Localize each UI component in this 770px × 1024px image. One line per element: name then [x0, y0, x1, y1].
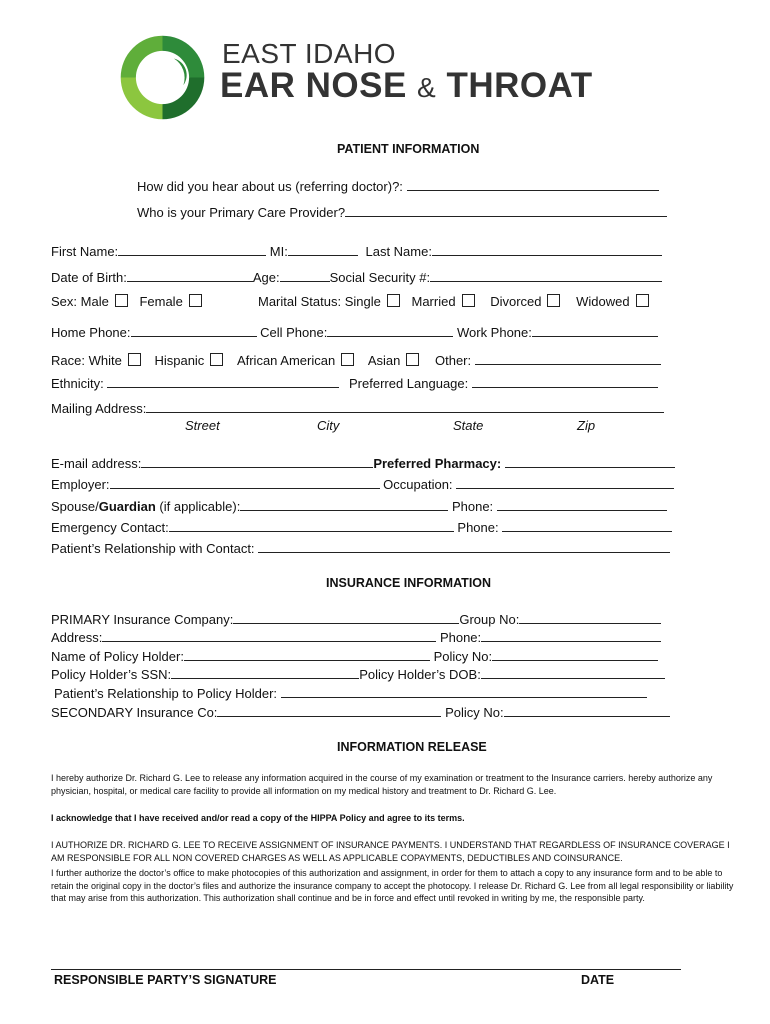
ethnicity-label: Ethnicity:: [51, 376, 104, 391]
dob-field[interactable]: [127, 268, 253, 282]
secondary-label: SECONDARY Insurance Co:: [51, 705, 218, 720]
home-phone-field[interactable]: [131, 323, 257, 337]
home-phone-label: Home Phone:: [51, 325, 131, 340]
holder-ssn-row: [51, 665, 665, 683]
male-checkbox[interactable]: [115, 294, 128, 307]
signature-label: RESPONSIBLE PARTY’S SIGNATURE: [54, 973, 277, 987]
employer-row: [51, 475, 674, 493]
mailing-zip-caption: Zip: [577, 418, 596, 433]
asian-checkbox[interactable]: [406, 353, 419, 366]
last-name-label: Last Name:: [365, 244, 432, 259]
single-checkbox[interactable]: [387, 294, 400, 307]
ethnicity-row: [51, 374, 658, 392]
mailing-state-caption: State: [453, 418, 484, 433]
spouse-label-c: (if applicable):: [155, 499, 241, 514]
holder-dob-label: Policy Holder’s DOB:: [359, 667, 481, 682]
pharmacy-field[interactable]: [505, 454, 675, 468]
release-p1: I hereby authorize Dr. Richard G. Lee to release any information acquired in the course of my examination or treatment to the Insurance carriers. hereby authorize any physician, hospital, or medical care facility to provide all information on my medical history and treatment to Dr. Richard G. Lee.: [51, 773, 713, 796]
spouse-row: [51, 497, 667, 515]
ins-phone-label: Phone:: [439, 630, 482, 645]
group-field[interactable]: [519, 610, 661, 624]
primary-label: PRIMARY Insurance Company:: [51, 612, 234, 627]
last-name-field[interactable]: [432, 242, 662, 256]
logo-line1: EAST IDAHO: [222, 38, 397, 69]
logo-emblem-icon: [115, 30, 210, 125]
dob-label: Date of Birth:: [51, 270, 127, 285]
ins-relationship-label: Patient’s Relationship to Policy Holder:: [54, 686, 278, 701]
relationship-row: [51, 539, 670, 557]
email-field[interactable]: [141, 454, 373, 468]
occupation-label: Occupation:: [383, 477, 453, 492]
first-name-field[interactable]: [118, 242, 266, 256]
policy2-label: Policy No:: [445, 705, 504, 720]
widowed-label: Widowed: [576, 294, 630, 309]
pcp-label: Who is your Primary Care Provider?: [137, 205, 346, 220]
release-p2: I AUTHORIZE DR. RICHARD G. LEE TO RECEIVE ASSIGNMENT OF INSURANCE PAYMENTS. I UNDERSTAND THAT REGARDLESS OF INSURANCE COVERAGE I AM RESPONSIBLE FOR ALL NON COVERED CHARGES AS WELL AS APPLICABLE COPAYMENTS, DEDUCTIBLES AND COINSURANCE.: [51, 840, 730, 863]
other-label: Other:: [434, 353, 472, 368]
emergency-phone-label: Phone:: [457, 520, 499, 535]
signature-line[interactable]: [51, 969, 681, 970]
logo-amp: &: [417, 72, 437, 103]
spouse-label-b: Guardian: [98, 499, 156, 514]
african-american-checkbox[interactable]: [341, 353, 354, 366]
emergency-phone-field[interactable]: [502, 518, 672, 532]
policy-holder-field[interactable]: [184, 647, 430, 661]
language-label: Preferred Language:: [349, 376, 469, 391]
african-american-label: African American: [236, 353, 336, 368]
secondary-row: [51, 703, 670, 721]
primary-field[interactable]: [233, 610, 459, 624]
referring-label: How did you hear about us (referring doctor)?:: [137, 179, 403, 194]
female-label: Female: [139, 294, 183, 309]
female-checkbox[interactable]: [189, 294, 202, 307]
work-phone-label: Work Phone:: [456, 325, 532, 340]
holder-ssn-label: Policy Holder’s SSN:: [51, 667, 172, 682]
male-label: Male: [80, 294, 109, 309]
section-insurance-title: INSURANCE INFORMATION: [326, 576, 492, 590]
logo: [115, 30, 210, 125]
pharmacy-label: Preferred Pharmacy:: [373, 456, 502, 471]
release-ack: I acknowledge that I have received and/or read a copy of the HIPPA Policy and agree to its terms.: [51, 813, 465, 823]
first-name-label: First Name:: [51, 244, 119, 259]
language-field[interactable]: [472, 374, 658, 388]
secondary-field[interactable]: [217, 703, 441, 717]
ssn-field[interactable]: [430, 268, 662, 282]
single-label: Single: [344, 294, 381, 309]
employer-field[interactable]: [110, 475, 380, 489]
employer-label: Employer:: [51, 477, 110, 492]
asian-label: Asian: [367, 353, 401, 368]
sex-row: [51, 294, 202, 310]
spouse-field[interactable]: [240, 497, 448, 511]
age-field[interactable]: [280, 268, 330, 282]
mailing-row: [51, 399, 664, 417]
white-label: White: [88, 353, 122, 368]
marital-label: Marital Status:: [258, 294, 342, 309]
ins-address-label: Address:: [51, 630, 103, 645]
occupation-field[interactable]: [456, 475, 674, 489]
holder-ssn-field[interactable]: [171, 665, 359, 679]
divorced-label: Divorced: [490, 294, 542, 309]
holder-dob-field[interactable]: [481, 665, 665, 679]
married-label: Married: [411, 294, 456, 309]
work-phone-field[interactable]: [532, 323, 658, 337]
spouse-label-a: Spouse/: [51, 499, 99, 514]
group-label: Group No:: [459, 612, 520, 627]
policy-label: Policy No:: [433, 649, 493, 664]
spouse-phone-field[interactable]: [497, 497, 667, 511]
relationship-label: Patient’s Relationship with Contact:: [51, 541, 255, 556]
ssn-label: Social Security #:: [329, 270, 431, 285]
other-field[interactable]: [475, 351, 661, 365]
spouse-phone-label: Phone:: [451, 499, 494, 514]
white-checkbox[interactable]: [128, 353, 141, 366]
name-row: [51, 242, 662, 260]
ins-address-row: [51, 628, 661, 646]
pcp-field[interactable]: [345, 203, 667, 217]
logo-line2: [220, 66, 593, 106]
ins-address-field[interactable]: [102, 628, 436, 642]
emergency-row: [51, 518, 672, 536]
policy-holder-label: Name of Policy Holder:: [51, 649, 184, 664]
section-release-title: INFORMATION RELEASE: [337, 740, 487, 754]
hispanic-checkbox[interactable]: [210, 353, 223, 366]
mailing-city-caption: City: [317, 418, 340, 433]
policy2-field[interactable]: [504, 703, 670, 717]
emergency-field[interactable]: [169, 518, 454, 532]
widowed-checkbox[interactable]: [636, 294, 649, 307]
mailing-label: Mailing Address:: [51, 401, 147, 416]
policy-field[interactable]: [492, 647, 658, 661]
sex-label: Sex:: [51, 294, 78, 309]
race-row: [51, 351, 661, 369]
logo-line2b: THROAT: [446, 66, 593, 105]
married-checkbox[interactable]: [462, 294, 475, 307]
referring-row: [137, 177, 659, 195]
email-row: [51, 454, 675, 472]
cell-phone-label: Cell Phone:: [260, 325, 328, 340]
pcp-row: [137, 203, 667, 221]
race-label: Race:: [51, 353, 85, 368]
phone-row: [51, 323, 658, 341]
primary-row: [51, 610, 661, 628]
mi-field[interactable]: [288, 242, 358, 256]
referring-field[interactable]: [407, 177, 659, 191]
hispanic-label: Hispanic: [154, 353, 205, 368]
release-p3: I further authorize the doctor’s office to make photocopies of this authorization and assignment, in order for them to attach a copy to any insurance form and to be able to retain the original copy in the doctor’s files and authorize the insurance company to accept the photocopy. I release Dr. Richard G. Lee from all legal responsibility or liability that may arise from this authorization. This authorization shall continue and be in force and effect until revoked in writing by me, the responsible party.: [51, 868, 734, 903]
date-label: DATE: [581, 973, 615, 987]
dob-row: [51, 268, 662, 286]
cell-phone-field[interactable]: [327, 323, 453, 337]
email-label: E-mail address:: [51, 456, 142, 471]
age-label: Age:: [252, 270, 280, 285]
logo-line2a: EAR NOSE: [220, 66, 407, 105]
ins-relationship-row: [54, 684, 647, 702]
ins-relationship-field[interactable]: [281, 684, 647, 698]
marital-row: [258, 294, 649, 310]
mailing-field[interactable]: [146, 399, 664, 413]
emergency-label: Emergency Contact:: [51, 520, 169, 535]
section-patient-title: PATIENT INFORMATION: [337, 142, 480, 156]
ins-phone-field[interactable]: [481, 628, 661, 642]
mailing-street-caption: Street: [185, 418, 220, 433]
policy-holder-row: [51, 647, 658, 665]
relationship-field[interactable]: [258, 539, 670, 553]
mi-label: MI:: [269, 244, 288, 259]
ethnicity-field[interactable]: [107, 374, 339, 388]
divorced-checkbox[interactable]: [547, 294, 560, 307]
